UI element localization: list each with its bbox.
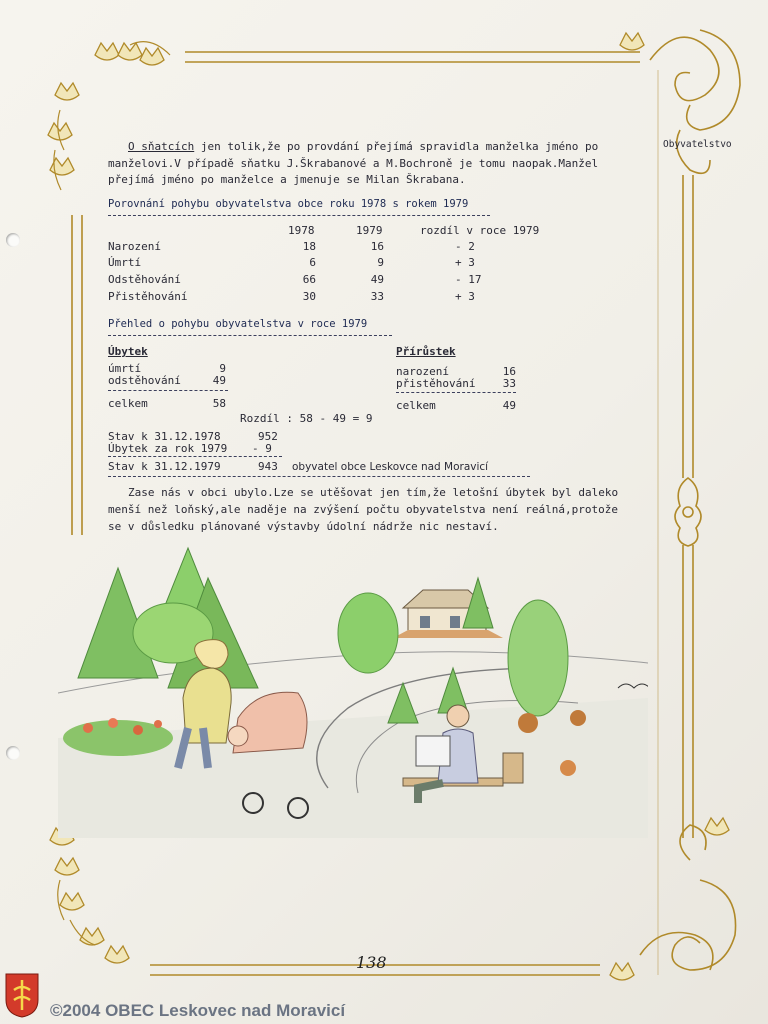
row-label: Úmrtí xyxy=(108,256,142,269)
row-1978: 18 xyxy=(302,240,316,253)
divider xyxy=(108,335,392,336)
park-illustration xyxy=(58,538,648,838)
gain-total-value: 49 xyxy=(502,399,516,412)
row-label: Odstěhování xyxy=(108,273,181,286)
divider xyxy=(108,476,530,477)
row-1978: 66 xyxy=(302,273,316,286)
divider xyxy=(108,215,490,216)
overview-title: Přehled o pohybu obyvatelstva v roce 1979 xyxy=(108,318,368,330)
closing-line-1: Zase nás v obci ubylo.Lze se utěšovat jen tím,že letošní úbytek byl daleko xyxy=(128,486,619,499)
intro-line-1 xyxy=(128,140,598,154)
row-1979: 9 xyxy=(377,256,384,269)
row-diff: - 2 xyxy=(455,240,475,253)
row-label: Přistěhování xyxy=(108,290,188,303)
intro-lead: O sňatcích xyxy=(128,140,195,153)
loss-heading: Úbytek xyxy=(108,345,148,358)
state-1979-suffix: obyvatel obce Leskovce nad Moravicí xyxy=(292,461,489,473)
row-label: Narození xyxy=(108,240,161,253)
loss-item-value: 49 xyxy=(212,374,226,387)
intro-line-3: přejímá jméno po manželce a jmenuje se Milan Škrabana. xyxy=(108,173,466,186)
gain-item-value: 33 xyxy=(502,377,516,390)
divider xyxy=(108,456,282,457)
state-1979-label: Stav k 31.12.1979 xyxy=(108,460,221,473)
divider xyxy=(108,390,228,391)
loss-total-label: celkem xyxy=(108,397,148,410)
loss-item-value: 9 xyxy=(219,362,226,375)
row-1978: 6 xyxy=(309,256,316,269)
comparison-title: Porovnání pohybu obyvatelstva obce roku 1978 s rokem 1979 xyxy=(108,198,469,210)
loss-item-label: úmrtí xyxy=(108,362,142,375)
gain-item-value: 16 xyxy=(502,365,516,378)
row-diff: + 3 xyxy=(455,256,475,269)
sidebar-label: Obyvatelstvo xyxy=(663,139,732,150)
col-header-diff: rozdíl v roce 1979 xyxy=(420,224,540,237)
row-1978: 30 xyxy=(302,290,316,303)
flower-bed xyxy=(63,718,173,756)
row-diff: + 3 xyxy=(455,290,475,303)
gain-heading: Přírůstek xyxy=(396,345,456,358)
difference-line: Rozdíl : 58 - 49 = 9 xyxy=(240,412,373,425)
divider xyxy=(396,392,516,393)
gain-item-label: narození xyxy=(396,365,449,378)
gain-item-label: přistěhování xyxy=(396,377,476,390)
row-1979: 16 xyxy=(370,240,384,253)
loss-total-value: 58 xyxy=(212,397,226,410)
closing-line-2: menší než loňský,ale naděje na zvýšení počtu obyvatelstva není reálná,protože xyxy=(108,503,618,516)
gain-total-label: celkem xyxy=(396,399,436,412)
col-header-1979: 1979 xyxy=(356,224,383,237)
pine-trees xyxy=(78,548,258,688)
col-header-1978: 1978 xyxy=(288,224,315,237)
state-1978-value: 952 xyxy=(258,430,278,443)
row-diff: - 17 xyxy=(455,273,482,286)
coat-of-arms-logo xyxy=(4,972,40,1018)
state-1979-value: 943 xyxy=(258,460,278,473)
intro-line-1-text: jen tolik,že po provdání přejímá spravidla manželka jméno po xyxy=(194,140,599,153)
intro-line-2: manželovi.V případě sňatku J.Škrabanové a M.Bochroně je tomu naopak.Manžel xyxy=(108,157,599,170)
state-1978-label: Stav k 31.12.1978 xyxy=(108,430,221,443)
row-1979: 33 xyxy=(370,290,384,303)
row-1979: 49 xyxy=(370,273,384,286)
copyright-watermark: ©2004 OBEC Leskovec nad Moravicí xyxy=(50,1001,346,1020)
loss-year-label: Úbytek za rok 1979 xyxy=(108,442,228,455)
page-number: 138 xyxy=(356,953,387,972)
loss-item-label: odstěhování xyxy=(108,374,181,387)
loss-year-value: - 9 xyxy=(252,442,272,455)
closing-line-3: se v důsledku plánované výstavby údolní nádrže nic nestaví. xyxy=(108,520,499,533)
